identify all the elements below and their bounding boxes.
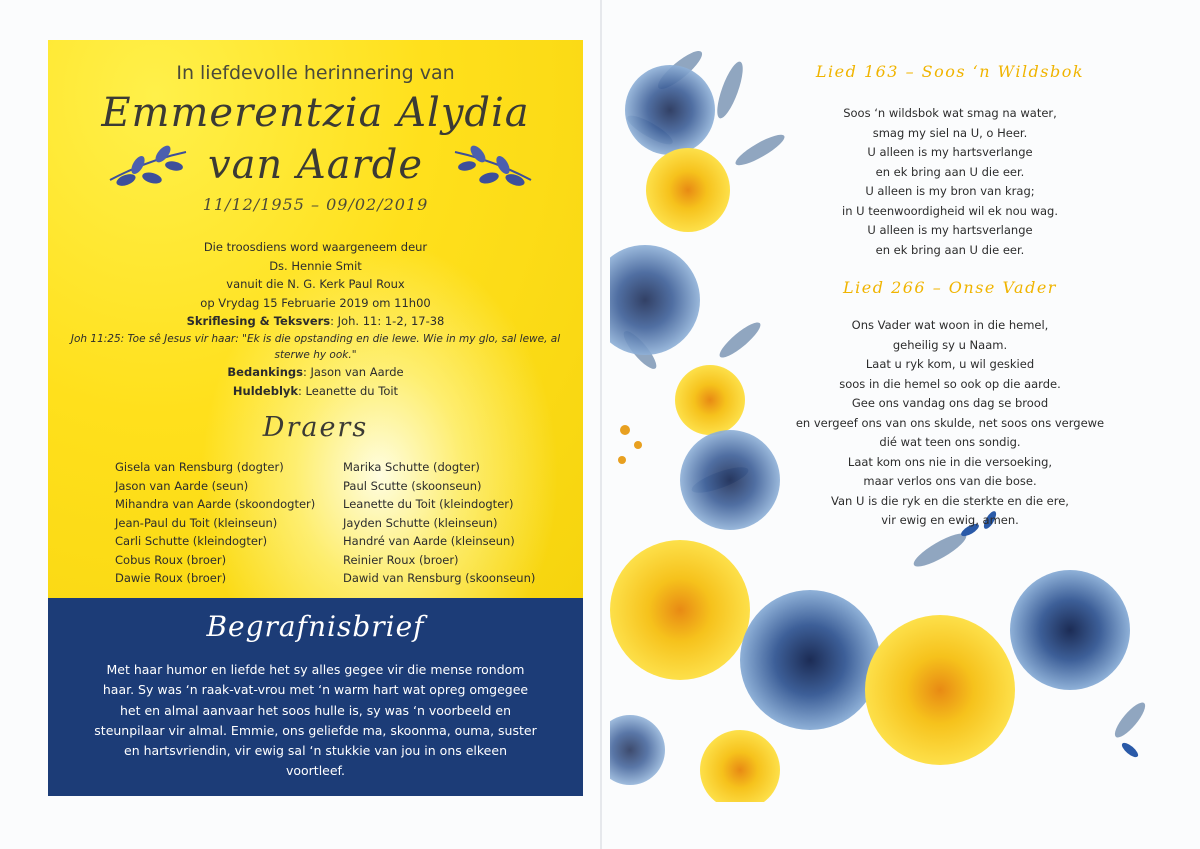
bearer-item: Dawie Roux (broer) bbox=[115, 571, 227, 585]
page-fold bbox=[600, 0, 602, 849]
funeral-letter-heading: Begrafnisbrief bbox=[206, 610, 425, 643]
deceased-name-line2: van Aarde bbox=[207, 142, 424, 188]
bearer-item: Dawid van Rensburg (skoonseun) bbox=[343, 571, 536, 585]
lyric-line: smag my siel na U, o Heer. bbox=[872, 125, 1028, 140]
intro-text: In liefdevolle herinnering van bbox=[176, 62, 455, 84]
bearers-list-left bbox=[115, 458, 315, 588]
thanks-label: Bedankings bbox=[227, 364, 304, 379]
tribute-label: Huldeblyk bbox=[232, 383, 299, 398]
life-dates: 11/12/1955 – 09/02/2019 bbox=[202, 195, 429, 214]
bearer-item: Gisela van Rensburg (dogter) bbox=[115, 460, 284, 474]
lyric-line: U alleen is my hartsverlange bbox=[867, 145, 1033, 159]
reading-value: : Joh. 11: 1-2, 17-38 bbox=[330, 314, 445, 329]
bearer-item: Paul Scutte (skoonseun) bbox=[343, 478, 482, 493]
bearer-item: Carli Schutte (kleindogter) bbox=[115, 534, 268, 548]
song1-title: Lied 163 – Soos ‘n Wildsbok bbox=[815, 62, 1085, 81]
thanks-line bbox=[48, 363, 583, 382]
lyric-line: en ek bring aan U die eer. bbox=[875, 164, 1025, 179]
letter-line: en hartsvriendin, vir ewig sal ‘n stukkie van jou in ons elkeen bbox=[124, 743, 507, 759]
lyric-line: Gee ons vandag ons dag se brood bbox=[851, 396, 1049, 410]
service-details bbox=[48, 238, 583, 400]
bearer-item: Leanette du Toit (kleindogter) bbox=[343, 497, 514, 511]
lyric-line: in U teenwoordigheid wil ek nou wag. bbox=[842, 203, 1058, 218]
bearer-item: Jayden Schutte (kleinseun) bbox=[343, 515, 498, 530]
yellow-panel bbox=[48, 40, 583, 598]
bearer-item: Jason van Aarde (seun) bbox=[115, 478, 249, 493]
tribute-value: : Leanette du Toit bbox=[298, 383, 399, 398]
lyric-line: en vergeef ons van ons skulde, net soos ons vergewe bbox=[795, 415, 1105, 430]
letter-line: steunpilaar vir almal. Emmie, ons geliefde ma, skoonma, ouma, suster bbox=[94, 722, 537, 738]
letter-line: voortleef. bbox=[285, 763, 346, 779]
lyric-line: maar verlos ons van die bose. bbox=[863, 474, 1037, 488]
bearers-list-right bbox=[343, 458, 535, 588]
lyric-line: Van U is die ryk en die sterkte en die ere, bbox=[831, 493, 1069, 508]
funeral-letter-text bbox=[78, 660, 553, 782]
deceased-name-line1: Emmerentzia Alydia bbox=[101, 90, 530, 136]
lyric-line: U alleen is my bron van krag; bbox=[865, 184, 1035, 198]
letter-line: haar. Sy was ‘n raak-vat-vrou met ‘n warm hart wat opreg omgegee bbox=[102, 682, 529, 698]
service-line: op Vrydag 15 Februarie 2019 om 11h00 bbox=[200, 295, 431, 310]
leaf-sprig-right-icon bbox=[453, 140, 533, 190]
bearer-item: Handré van Aarde (kleinseun) bbox=[343, 534, 515, 548]
lyric-line: en ek bring aan U die eer. bbox=[875, 242, 1025, 257]
funeral-letter-panel bbox=[48, 598, 583, 796]
thanks-value: : Jason van Aarde bbox=[303, 364, 404, 379]
lyric-line: Laat kom ons nie in die versoeking, bbox=[847, 454, 1053, 469]
lyric-line: Ons Vader wat woon in die hemel, bbox=[851, 318, 1049, 332]
lyric-line: vir ewig en ewig, amen. bbox=[881, 513, 1019, 527]
song1-lyrics bbox=[760, 104, 1140, 260]
song2-title: Lied 266 – Onse Vader bbox=[843, 278, 1057, 297]
lyric-line: U alleen is my hartsverlange bbox=[867, 223, 1033, 237]
service-line: vanuit die N. G. Kerk Paul Roux bbox=[226, 277, 405, 292]
bearer-item: Marika Schutte (dogter) bbox=[343, 460, 480, 474]
reading-line bbox=[48, 312, 583, 331]
tribute-line bbox=[48, 382, 583, 401]
bearers-heading: Draers bbox=[262, 412, 369, 443]
bearer-item: Cobus Roux (broer) bbox=[115, 552, 227, 567]
bearer-item: Mihandra van Aarde (skoondogter) bbox=[115, 497, 316, 511]
letter-line: het en almal aanvaar het soos hulle is, sy was ‘n voorbeeld en bbox=[120, 702, 511, 718]
reading-label: Skriflesing & Teksvers bbox=[186, 314, 331, 329]
verse-text: Joh 11:25: Toe sê Jesus vir haar: "Ek is die opstanding en die lewe. Wie in my glo, sal lewe, al sterwe hy ook." bbox=[70, 332, 561, 361]
bearer-item: Reinier Roux (broer) bbox=[343, 552, 459, 567]
letter-line: Met haar humor en liefde het sy alles gegee vir die mense rondom bbox=[106, 662, 525, 677]
lyric-line: Soos ‘n wildsbok wat smag na water, bbox=[843, 106, 1057, 120]
lyric-line: dié wat teen ons sondig. bbox=[879, 435, 1021, 449]
bearer-item: Jean-Paul du Toit (kleinseun) bbox=[115, 515, 278, 530]
lyric-line: geheilig sy u Naam. bbox=[892, 337, 1008, 352]
lyric-line: soos in die hemel so ook op die aarde. bbox=[839, 376, 1061, 391]
service-line: Ds. Hennie Smit bbox=[269, 258, 362, 273]
song2-lyrics bbox=[760, 316, 1140, 531]
lyric-line: Laat u ryk kom, u wil geskied bbox=[865, 357, 1035, 371]
service-line: Die troosdiens word waargeneem deur bbox=[203, 240, 428, 254]
